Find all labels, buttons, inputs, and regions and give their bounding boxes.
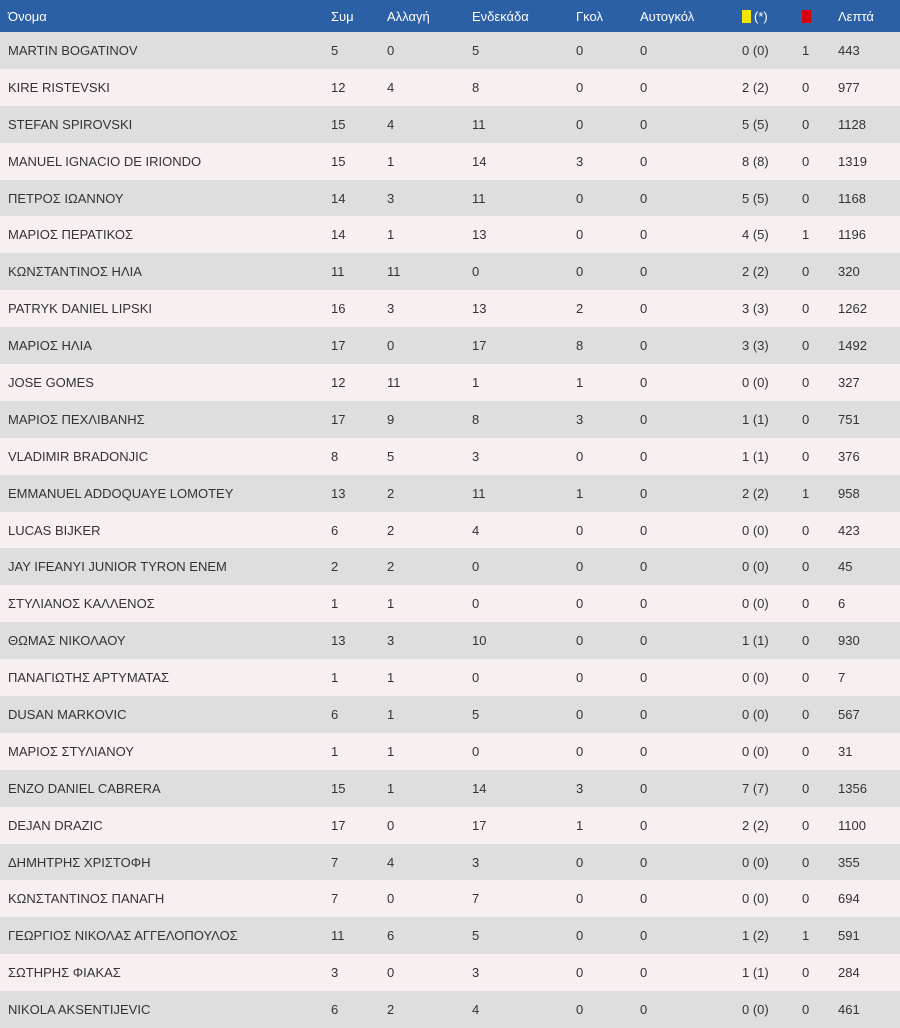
cell-red-cards: 0 bbox=[802, 153, 810, 169]
cell-minutes: 958 bbox=[838, 485, 860, 501]
cell-minutes: 751 bbox=[838, 411, 860, 427]
cell-goals: 0 bbox=[576, 670, 584, 686]
cell-substitutions: 0 bbox=[387, 42, 395, 58]
cell-starts: 13 bbox=[472, 301, 487, 317]
cell-goals: 0 bbox=[576, 42, 584, 58]
cell-substitutions: 0 bbox=[387, 338, 395, 354]
table-row bbox=[0, 32, 900, 69]
table-row bbox=[0, 770, 900, 807]
cell-substitutions: 2 bbox=[387, 559, 395, 575]
cell-yellow-cards: 1 (1) bbox=[742, 633, 769, 649]
cell-own-goals: 0 bbox=[640, 633, 648, 649]
cell-yellow-cards: 1 (1) bbox=[742, 448, 769, 464]
cell-starts: 4 bbox=[472, 1002, 480, 1018]
cell-player-name: KIRE RISTEVSKI bbox=[8, 79, 110, 95]
cell-yellow-cards: 0 (0) bbox=[742, 891, 769, 907]
header-goals[interactable] bbox=[576, 0, 640, 32]
cell-minutes: 930 bbox=[838, 633, 860, 649]
cell-player-name: EMMANUEL ADDOQUAYE LOMOTEY bbox=[8, 485, 234, 501]
cell-goals: 3 bbox=[576, 153, 584, 169]
cell-own-goals: 0 bbox=[640, 153, 648, 169]
table-row bbox=[0, 69, 900, 106]
cell-substitutions: 9 bbox=[387, 411, 395, 427]
cell-goals: 2 bbox=[576, 301, 584, 317]
cell-minutes: 1492 bbox=[838, 338, 867, 354]
cell-starts: 11 bbox=[472, 485, 486, 501]
cell-red-cards: 0 bbox=[802, 817, 810, 833]
cell-player-name: ΠΕΤΡΟΣ ΙΩΑΝΝΟΥ bbox=[8, 190, 124, 206]
cell-player-name: JAY IFEANYI JUNIOR TYRON ENEM bbox=[8, 559, 227, 575]
cell-substitutions: 11 bbox=[387, 264, 401, 280]
cell-red-cards: 0 bbox=[802, 264, 810, 280]
cell-starts: 11 bbox=[472, 116, 486, 132]
cell-minutes: 6 bbox=[838, 596, 846, 612]
cell-player-name: MARTIN BOGATINOV bbox=[8, 42, 138, 58]
cell-yellow-cards: 0 (0) bbox=[742, 670, 769, 686]
cell-starts: 4 bbox=[472, 522, 480, 538]
cell-player-name: ΔΗΜΗΤΡΗΣ ΧΡΙΣΤΟΦΗ bbox=[8, 854, 151, 870]
header-name[interactable] bbox=[0, 0, 331, 32]
cell-substitutions: 3 bbox=[387, 301, 395, 317]
cell-substitutions: 0 bbox=[387, 965, 395, 981]
header-goals-label: Γκολ bbox=[576, 8, 603, 24]
cell-own-goals: 0 bbox=[640, 374, 648, 390]
cell-substitutions: 4 bbox=[387, 79, 395, 95]
cell-appearances: 15 bbox=[331, 153, 346, 169]
table-row bbox=[0, 548, 900, 585]
cell-goals: 0 bbox=[576, 743, 584, 759]
cell-appearances: 12 bbox=[331, 374, 346, 390]
cell-substitutions: 1 bbox=[387, 780, 395, 796]
cell-yellow-cards: 2 (2) bbox=[742, 817, 769, 833]
cell-player-name: JOSE GOMES bbox=[8, 374, 94, 390]
cell-yellow-cards: 0 (0) bbox=[742, 559, 769, 575]
cell-red-cards: 0 bbox=[802, 448, 810, 464]
table-row bbox=[0, 327, 900, 364]
cell-minutes: 31 bbox=[838, 743, 853, 759]
cell-own-goals: 0 bbox=[640, 190, 648, 206]
cell-starts: 8 bbox=[472, 79, 480, 95]
cell-minutes: 320 bbox=[838, 264, 860, 280]
cell-player-name: ΜΑΡΙΟΣ ΠΕΡΑΤΙΚΟΣ bbox=[8, 227, 133, 243]
cell-starts: 8 bbox=[472, 411, 480, 427]
cell-minutes: 977 bbox=[838, 79, 860, 95]
cell-yellow-cards: 7 (7) bbox=[742, 780, 769, 796]
cell-starts: 3 bbox=[472, 854, 480, 870]
cell-substitutions: 1 bbox=[387, 706, 395, 722]
cell-minutes: 1128 bbox=[838, 116, 866, 132]
cell-goals: 0 bbox=[576, 227, 584, 243]
table-row bbox=[0, 917, 900, 954]
cell-substitutions: 11 bbox=[387, 374, 401, 390]
cell-substitutions: 3 bbox=[387, 190, 395, 206]
table-row bbox=[0, 180, 900, 217]
cell-goals: 1 bbox=[576, 817, 584, 833]
cell-appearances: 13 bbox=[331, 633, 346, 649]
cell-substitutions: 2 bbox=[387, 522, 395, 538]
cell-appearances: 13 bbox=[331, 485, 346, 501]
cell-minutes: 443 bbox=[838, 42, 860, 58]
header-name-label: Όνομα bbox=[8, 8, 47, 24]
cell-red-cards: 0 bbox=[802, 411, 810, 427]
cell-starts: 0 bbox=[472, 670, 480, 686]
cell-goals: 0 bbox=[576, 854, 584, 870]
cell-yellow-cards: 2 (2) bbox=[742, 79, 769, 95]
cell-appearances: 6 bbox=[331, 706, 339, 722]
table-row bbox=[0, 401, 900, 438]
cell-own-goals: 0 bbox=[640, 42, 648, 58]
table-row bbox=[0, 216, 900, 253]
cell-goals: 8 bbox=[576, 338, 584, 354]
cell-player-name: ΣΩΤΗΡΗΣ ΦΙΑΚΑΣ bbox=[8, 965, 121, 981]
table-row bbox=[0, 991, 900, 1028]
cell-minutes: 327 bbox=[838, 374, 860, 390]
table-row bbox=[0, 143, 900, 180]
cell-starts: 3 bbox=[472, 965, 480, 981]
cell-yellow-cards: 3 (3) bbox=[742, 301, 769, 317]
cell-player-name: ΜΑΡΙΟΣ ΠΕΧΛΙΒΑΝΗΣ bbox=[8, 411, 145, 427]
cell-minutes: 591 bbox=[838, 928, 860, 944]
cell-appearances: 6 bbox=[331, 522, 339, 538]
cell-starts: 17 bbox=[472, 338, 487, 354]
cell-goals: 0 bbox=[576, 965, 584, 981]
cell-starts: 10 bbox=[472, 633, 487, 649]
cell-substitutions: 1 bbox=[387, 596, 395, 612]
cell-red-cards: 0 bbox=[802, 596, 810, 612]
cell-player-name: ΚΩΝΣΤΑΝΤΙΝΟΣ ΠΑΝΑΓΗ bbox=[8, 891, 165, 907]
header-minutes-label: Λεπτά bbox=[838, 8, 874, 24]
cell-own-goals: 0 bbox=[640, 817, 648, 833]
header-yellow-cards[interactable] bbox=[742, 0, 802, 32]
cell-own-goals: 0 bbox=[640, 596, 648, 612]
cell-own-goals: 0 bbox=[640, 559, 648, 575]
cell-starts: 0 bbox=[472, 596, 480, 612]
table-row bbox=[0, 106, 900, 143]
cell-appearances: 11 bbox=[331, 264, 345, 280]
cell-red-cards: 1 bbox=[802, 227, 810, 243]
cell-substitutions: 2 bbox=[387, 485, 395, 501]
cell-appearances: 17 bbox=[331, 817, 346, 833]
cell-appearances: 14 bbox=[331, 190, 346, 206]
cell-minutes: 1356 bbox=[838, 780, 867, 796]
cell-goals: 3 bbox=[576, 411, 584, 427]
cell-goals: 0 bbox=[576, 448, 584, 464]
cell-yellow-cards: 0 (0) bbox=[742, 596, 769, 612]
cell-substitutions: 1 bbox=[387, 743, 395, 759]
cell-own-goals: 0 bbox=[640, 854, 648, 870]
cell-own-goals: 0 bbox=[640, 522, 648, 538]
table-row bbox=[0, 844, 900, 881]
cell-starts: 13 bbox=[472, 227, 487, 243]
header-apps-label: Συμ bbox=[331, 8, 354, 24]
cell-minutes: 1168 bbox=[838, 190, 866, 206]
cell-player-name: ΓΕΩΡΓΙΟΣ ΝΙΚΟΛΑΣ ΑΓΓΕΛΟΠΟΥΛΟΣ bbox=[8, 928, 238, 944]
cell-starts: 0 bbox=[472, 559, 480, 575]
cell-own-goals: 0 bbox=[640, 670, 648, 686]
cell-red-cards: 0 bbox=[802, 301, 810, 317]
cell-player-name: MANUEL IGNACIO DE IRIONDO bbox=[8, 153, 202, 169]
cell-substitutions: 3 bbox=[387, 633, 395, 649]
cell-substitutions: 0 bbox=[387, 817, 395, 833]
table-row bbox=[0, 622, 900, 659]
cell-own-goals: 0 bbox=[640, 264, 648, 280]
table-row bbox=[0, 364, 900, 401]
cell-minutes: 461 bbox=[838, 1002, 860, 1018]
cell-red-cards: 0 bbox=[802, 633, 810, 649]
header-own-goals-label: Αυτογκόλ bbox=[640, 8, 695, 24]
cell-minutes: 1319 bbox=[838, 153, 867, 169]
cell-yellow-cards: 0 (0) bbox=[742, 854, 769, 870]
cell-yellow-cards: 0 (0) bbox=[742, 42, 769, 58]
cell-player-name: PATRYK DANIEL LIPSKI bbox=[8, 301, 153, 317]
cell-goals: 0 bbox=[576, 1002, 584, 1018]
cell-own-goals: 0 bbox=[640, 227, 648, 243]
cell-yellow-cards: 0 (0) bbox=[742, 374, 769, 390]
cell-own-goals: 0 bbox=[640, 301, 648, 317]
cell-red-cards: 0 bbox=[802, 891, 810, 907]
cell-yellow-cards: 5 (5) bbox=[742, 116, 769, 132]
cell-goals: 0 bbox=[576, 559, 584, 575]
cell-appearances: 5 bbox=[331, 42, 339, 58]
cell-starts: 0 bbox=[472, 264, 480, 280]
cell-own-goals: 0 bbox=[640, 79, 648, 95]
cell-goals: 0 bbox=[576, 79, 584, 95]
cell-goals: 3 bbox=[576, 780, 584, 796]
cell-goals: 1 bbox=[576, 485, 584, 501]
cell-substitutions: 1 bbox=[387, 670, 395, 686]
cell-goals: 0 bbox=[576, 706, 584, 722]
cell-minutes: 45 bbox=[838, 559, 853, 575]
cell-substitutions: 2 bbox=[387, 1002, 395, 1018]
cell-substitutions: 5 bbox=[387, 448, 395, 464]
cell-appearances: 17 bbox=[331, 411, 346, 427]
cell-own-goals: 0 bbox=[640, 965, 648, 981]
header-minutes[interactable] bbox=[838, 0, 900, 32]
cell-appearances: 6 bbox=[331, 1002, 339, 1018]
cell-own-goals: 0 bbox=[640, 411, 648, 427]
header-starts[interactable] bbox=[472, 0, 576, 32]
cell-red-cards: 0 bbox=[802, 965, 810, 981]
header-row bbox=[0, 0, 900, 32]
cell-red-cards: 0 bbox=[802, 743, 810, 759]
cell-goals: 0 bbox=[576, 522, 584, 538]
cell-red-cards: 1 bbox=[802, 42, 810, 58]
cell-player-name: ΠΑΝΑΓΙΩΤΗΣ ΑΡΤΥΜΑΤΑΣ bbox=[8, 670, 170, 686]
cell-red-cards: 0 bbox=[802, 670, 810, 686]
cell-player-name: LUCAS BIJKER bbox=[8, 522, 101, 538]
cell-appearances: 15 bbox=[331, 780, 346, 796]
table-body bbox=[0, 32, 900, 1028]
header-starts-label: Ενδεκάδα bbox=[472, 8, 529, 24]
table-row bbox=[0, 696, 900, 733]
cell-player-name: ΣΤΥΛΙΑΝΟΣ ΚΑΛΛΕΝΟΣ bbox=[8, 596, 155, 612]
table-row bbox=[0, 585, 900, 622]
cell-appearances: 7 bbox=[331, 854, 339, 870]
table-row bbox=[0, 659, 900, 696]
table-row bbox=[0, 512, 900, 549]
cell-minutes: 567 bbox=[838, 706, 860, 722]
cell-starts: 17 bbox=[472, 817, 487, 833]
header-red-cards[interactable] bbox=[802, 0, 838, 32]
cell-own-goals: 0 bbox=[640, 743, 648, 759]
cell-minutes: 355 bbox=[838, 854, 860, 870]
cell-minutes: 7 bbox=[838, 670, 846, 686]
cell-minutes: 423 bbox=[838, 522, 860, 538]
cell-substitutions: 4 bbox=[387, 116, 395, 132]
table-row bbox=[0, 954, 900, 991]
cell-substitutions: 1 bbox=[387, 153, 395, 169]
cell-red-cards: 0 bbox=[802, 854, 810, 870]
cell-player-name: ΜΑΡΙΟΣ ΣΤΥΛΙΑΝΟΥ bbox=[8, 743, 134, 759]
header-sub[interactable] bbox=[387, 0, 472, 32]
cell-goals: 0 bbox=[576, 891, 584, 907]
cell-red-cards: 0 bbox=[802, 79, 810, 95]
cell-player-name: DEJAN DRAZIC bbox=[8, 817, 103, 833]
cell-yellow-cards: 0 (0) bbox=[742, 1002, 769, 1018]
cell-minutes: 1262 bbox=[838, 301, 867, 317]
cell-own-goals: 0 bbox=[640, 706, 648, 722]
cell-goals: 0 bbox=[576, 264, 584, 280]
cell-appearances: 1 bbox=[331, 670, 339, 686]
cell-player-name: VLADIMIR BRADONJIC bbox=[8, 448, 149, 464]
yellow-card-icon bbox=[742, 10, 751, 23]
cell-appearances: 7 bbox=[331, 891, 339, 907]
cell-appearances: 11 bbox=[331, 928, 345, 944]
cell-own-goals: 0 bbox=[640, 338, 648, 354]
cell-appearances: 15 bbox=[331, 116, 346, 132]
cell-yellow-cards: 1 (1) bbox=[742, 965, 769, 981]
cell-own-goals: 0 bbox=[640, 928, 648, 944]
header-sub-label: Αλλαγή bbox=[387, 8, 430, 24]
cell-red-cards: 0 bbox=[802, 522, 810, 538]
cell-red-cards: 0 bbox=[802, 116, 810, 132]
cell-minutes: 1100 bbox=[838, 817, 866, 833]
cell-yellow-cards: 8 (8) bbox=[742, 153, 769, 169]
cell-red-cards: 0 bbox=[802, 374, 810, 390]
header-apps[interactable] bbox=[331, 0, 387, 32]
cell-red-cards: 0 bbox=[802, 190, 810, 206]
cell-yellow-cards: 2 (2) bbox=[742, 485, 769, 501]
cell-starts: 14 bbox=[472, 780, 487, 796]
cell-minutes: 694 bbox=[838, 891, 860, 907]
cell-player-name: DUSAN MARKOVIC bbox=[8, 706, 127, 722]
cell-own-goals: 0 bbox=[640, 116, 648, 132]
table-row bbox=[0, 475, 900, 512]
cell-player-name: NIKOLA AKSENTIJEVIC bbox=[8, 1002, 151, 1018]
cell-starts: 5 bbox=[472, 706, 480, 722]
table-row bbox=[0, 807, 900, 844]
header-own-goals[interactable] bbox=[640, 0, 742, 32]
table-row bbox=[0, 290, 900, 327]
cell-appearances: 1 bbox=[331, 743, 339, 759]
cell-goals: 0 bbox=[576, 596, 584, 612]
cell-appearances: 12 bbox=[331, 79, 346, 95]
cell-red-cards: 0 bbox=[802, 1002, 810, 1018]
table-row bbox=[0, 880, 900, 917]
table-row bbox=[0, 733, 900, 770]
table-row bbox=[0, 438, 900, 475]
cell-red-cards: 0 bbox=[802, 780, 810, 796]
cell-player-name: ΘΩΜΑΣ ΝΙΚΟΛΑΟΥ bbox=[8, 633, 126, 649]
cell-appearances: 3 bbox=[331, 965, 339, 981]
cell-appearances: 2 bbox=[331, 559, 339, 575]
cell-substitutions: 6 bbox=[387, 928, 395, 944]
cell-yellow-cards: 0 (0) bbox=[742, 706, 769, 722]
cell-starts: 14 bbox=[472, 153, 487, 169]
cell-substitutions: 0 bbox=[387, 891, 395, 907]
cell-goals: 0 bbox=[576, 116, 584, 132]
cell-starts: 0 bbox=[472, 743, 480, 759]
cell-substitutions: 1 bbox=[387, 227, 395, 243]
cell-yellow-cards: 1 (1) bbox=[742, 411, 769, 427]
cell-player-name: STEFAN SPIROVSKI bbox=[8, 116, 133, 132]
header-yellow-label: (*) bbox=[754, 8, 768, 24]
cell-yellow-cards: 0 (0) bbox=[742, 743, 769, 759]
cell-player-name: ENZO DANIEL CABRERA bbox=[8, 780, 161, 796]
cell-own-goals: 0 bbox=[640, 891, 648, 907]
cell-player-name: ΚΩΝΣΤΑΝΤΙΝΟΣ ΗΛΙΑ bbox=[8, 264, 142, 280]
cell-appearances: 17 bbox=[331, 338, 346, 354]
cell-yellow-cards: 0 (0) bbox=[742, 522, 769, 538]
cell-red-cards: 0 bbox=[802, 559, 810, 575]
cell-own-goals: 0 bbox=[640, 448, 648, 464]
cell-yellow-cards: 1 (2) bbox=[742, 928, 769, 944]
cell-starts: 7 bbox=[472, 891, 480, 907]
cell-goals: 0 bbox=[576, 190, 584, 206]
cell-minutes: 376 bbox=[838, 448, 860, 464]
cell-player-name: ΜΑΡΙΟΣ ΗΛΙΑ bbox=[8, 338, 92, 354]
cell-red-cards: 1 bbox=[802, 485, 810, 501]
cell-minutes: 1196 bbox=[838, 227, 866, 243]
cell-starts: 1 bbox=[472, 374, 480, 390]
table-header bbox=[0, 0, 900, 32]
cell-goals: 0 bbox=[576, 928, 584, 944]
cell-red-cards: 0 bbox=[802, 338, 810, 354]
cell-goals: 1 bbox=[576, 374, 584, 390]
table-row bbox=[0, 253, 900, 290]
cell-appearances: 16 bbox=[331, 301, 346, 317]
cell-yellow-cards: 2 (2) bbox=[742, 264, 769, 280]
cell-appearances: 1 bbox=[331, 596, 339, 612]
cell-red-cards: 0 bbox=[802, 706, 810, 722]
cell-substitutions: 4 bbox=[387, 854, 395, 870]
cell-starts: 11 bbox=[472, 190, 486, 206]
cell-own-goals: 0 bbox=[640, 485, 648, 501]
cell-red-cards: 1 bbox=[802, 928, 810, 944]
cell-goals: 0 bbox=[576, 633, 584, 649]
cell-yellow-cards: 3 (3) bbox=[742, 338, 769, 354]
cell-minutes: 284 bbox=[838, 965, 860, 981]
cell-starts: 3 bbox=[472, 448, 480, 464]
red-card-icon bbox=[802, 10, 811, 23]
cell-own-goals: 0 bbox=[640, 1002, 648, 1018]
cell-appearances: 14 bbox=[331, 227, 346, 243]
cell-own-goals: 0 bbox=[640, 780, 648, 796]
cell-appearances: 8 bbox=[331, 448, 339, 464]
cell-yellow-cards: 5 (5) bbox=[742, 190, 769, 206]
cell-starts: 5 bbox=[472, 928, 480, 944]
cell-yellow-cards: 4 (5) bbox=[742, 227, 769, 243]
cell-starts: 5 bbox=[472, 42, 480, 58]
